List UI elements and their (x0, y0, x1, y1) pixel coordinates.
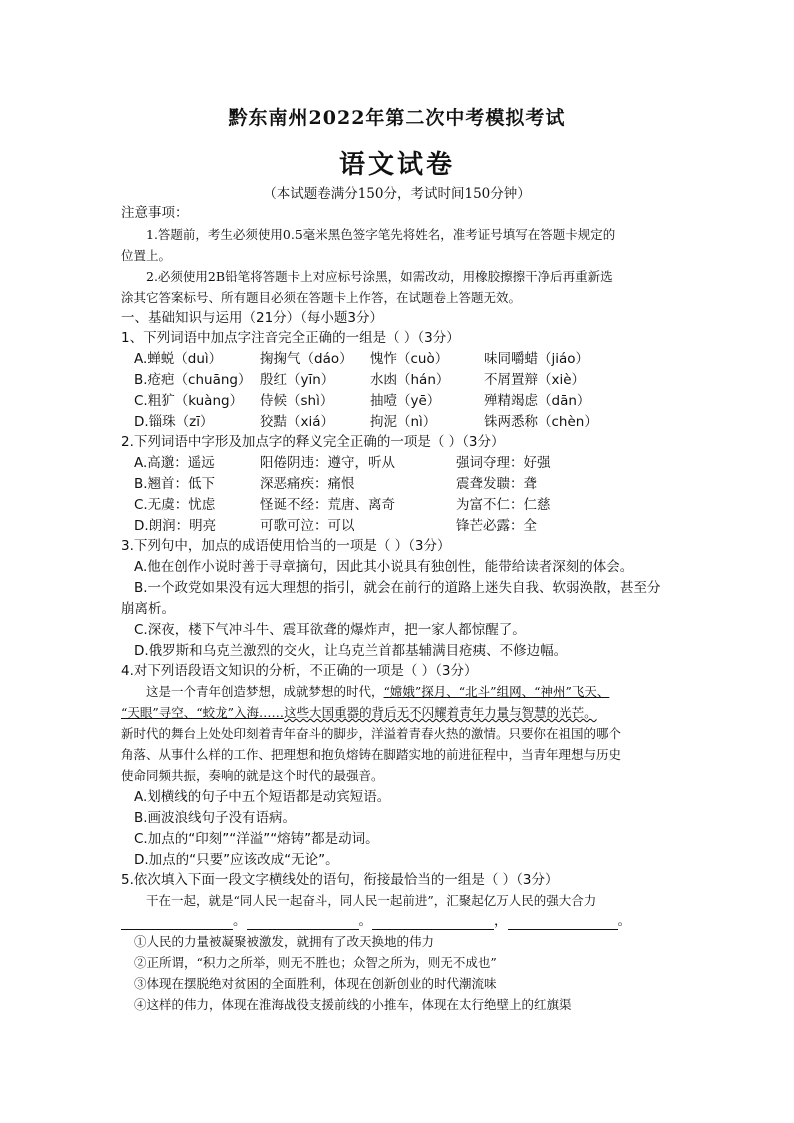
q2-d-word-3: 锋芒必露：全 (456, 518, 537, 534)
q2-b-word-3: 震聋发聩：聋 (456, 476, 537, 492)
q2-b-word-2: 深恶痛疾：痛恨 (260, 476, 355, 492)
q1-option-d: D.锱珠（zī） (134, 414, 214, 430)
q5-sentence-3: ③体现在摆脱绝对贫困的全面胜利，体现在创新创业的时代潮流味 (134, 976, 497, 991)
q4-option-b: B.画波浪线句子没有语病。 (134, 810, 297, 826)
fill-blank-2[interactable] (247, 915, 359, 930)
q1-a-word-3: 愧怍（cuò） (370, 351, 449, 367)
notice-item-1: 1.答题前，考生必须使用0.5毫米黑色签字笔先将姓名，准考证号填写在答题卡规定的 (146, 227, 616, 242)
q4-passage-line-4: 角落、从事什么样的工作、把理想和抱负熔铸在脚踏实地的前进征程中，当青年理想与历史 (121, 747, 622, 762)
q2-a-word-2: 阳倦阴违：遵守，听从 (260, 455, 395, 471)
question-5-stem: 5.依次填入下面一段文字横线处的语句，衔接最恰当的一组是（ ）（3分） (121, 872, 559, 888)
q4-option-a: A.划横线的句子中五个短语都是动宾短语。 (134, 789, 391, 805)
fill-blank-1[interactable] (121, 915, 233, 930)
q1-b-word-4: 不屑置辩（xiè） (484, 372, 586, 388)
q1-option-a: A.蝉蜕（duì） (134, 351, 223, 367)
exam-title: 黔东南州2022年第二次中考模拟考试 (228, 107, 566, 129)
q1-b-word-3: 水凼（hán） (370, 372, 450, 388)
q4-option-d: D.加点的“只要”应该改成“无论”。 (134, 852, 339, 868)
q3-option-b: B.一个政党如果没有远大理想的指引，就会在前行的道路上迷失自我、软弱涣散，甚至分 (134, 580, 661, 596)
question-4-stem: 4.对下列语段语文知识的分析，不正确的一项是（ ）（3分） (121, 663, 478, 679)
q1-c-word-4: 殚精竭虑（dān） (484, 393, 591, 409)
fill-blank-3[interactable] (372, 915, 494, 930)
q2-c-word-2: 怪诞不经：荒唐、离奇 (260, 497, 395, 513)
q5-blanks-line: 。 。 ， 。 (121, 912, 631, 930)
q4-option-c: C.加点的“印刻”“洋溢”“熔铸”都是动词。 (134, 831, 379, 847)
q1-b-word-2: 殷红（yīn） (260, 372, 335, 388)
q1-option-b: B.疮疤（chuāng） (134, 372, 252, 388)
q3-option-c: C.深夜，楼下气冲斗牛、震耳欲聋的爆炸声，把一家人都惊醒了。 (134, 622, 526, 638)
exam-note: （本试题卷满分150分，考试时间150分钟） (263, 186, 531, 202)
q1-a-word-2: 掬掬气（dáo） (260, 351, 353, 367)
q5-sentence-4: ④这样的伟力，体现在淮海战役支援前线的小推车，体现在太行绝壁上的红旗渠 (134, 997, 572, 1012)
q1-a-word-4: 味同嚼蜡（jiáo） (484, 351, 590, 367)
q2-option-a: A.高邈：遥远 (134, 455, 215, 471)
q1-option-c: C.粗犷（kuàng） (134, 393, 244, 409)
q3-option-d: D.俄罗斯和乌克兰激烈的交火，让乌克兰首都基辅满目疮痍、不修边幅。 (134, 643, 568, 659)
fill-blank-4[interactable] (508, 915, 618, 930)
q5-sentence-2: ②正所谓，“积力之所举，则无不胜也；众智之所为，则无不成也” (134, 955, 497, 970)
q1-d-word-4: 铢两悉称（chèn） (484, 414, 598, 430)
notice-item-2-cont: 涂其它答案标号、所有题目必须在答题卡上作答，在试题卷上答题无效。 (121, 290, 522, 305)
question-2-stem: 2.下列词语中字形及加点字的释义完全正确的一项是（ ）（3分） (121, 434, 505, 450)
notice-item-2: 2.必须使用2B铅笔将答题卡上对应标号涂黑，如需改动，用橡胶擦擦干净后再重新选 (146, 269, 613, 284)
q2-option-d: D.朗润：明亮 (134, 518, 217, 534)
q3-option-a: A.他在创作小说时善于寻章摘句，因此其小说具有独创性，能带给读者深刻的体会。 (134, 559, 634, 575)
question-1-stem: 1、下列词语中加点字注音完全正确的一组是（ ）（3分） (121, 330, 460, 346)
subject-title: 语文试卷 (338, 150, 455, 180)
q1-c-word-2: 侍候（shì） (260, 393, 334, 409)
q1-c-word-3: 抽噎（yē） (370, 393, 441, 409)
q2-a-word-3: 强词夺理：好强 (456, 455, 551, 471)
q4-passage-line-3: 新时代的舞台上处处印刻着青年奋斗的脚步，洋溢着青春火热的激情。只要你在祖国的哪个 (121, 726, 622, 741)
q1-d-word-2: 狡黠（xiá） (260, 414, 335, 430)
section-heading: 一、基础知识与运用（21分）（每小题3分） (121, 310, 384, 326)
q2-d-word-2: 可歌可泣：可以 (260, 518, 355, 534)
notice-label: 注意事项： (121, 205, 189, 221)
notice-item-1-cont: 位置上。 (121, 248, 172, 263)
q1-d-word-3: 拘泥（nì） (370, 414, 437, 430)
q4-passage-line-1: 这是一个青年创造梦想，成就梦想的时代，“嫦娥”探月、“北斗”组网、“神州”飞天、 (146, 684, 610, 699)
q5-sentence-1: ①人民的力量被凝聚被激发，就拥有了改天换地的伟力 (134, 934, 435, 949)
q4-passage-line-5: 使命同频共振，奏响的就是这个时代的最强音。 (121, 768, 384, 783)
q2-option-b: B.翘首：低下 (134, 476, 216, 492)
q2-option-c: C.无虞：忧虑 (134, 497, 216, 513)
q4-passage-line-2: “天眼”寻空、“蛟龙”入海……这些大国重器的背后无不闪耀着青年力量与智慧的光芒。 (121, 705, 597, 720)
q3-option-b-cont: 崩离析。 (121, 601, 175, 617)
question-3-stem: 3.下列句中，加点的成语使用恰当的一项是（ ）（3分） (121, 538, 451, 554)
q5-passage-line-1: 干在一起，就是“同人民一起奋斗，同人民一起前进”，汇聚起亿万人民的强大合力 (146, 893, 597, 908)
q2-c-word-3: 为富不仁：仁慈 (456, 497, 551, 513)
